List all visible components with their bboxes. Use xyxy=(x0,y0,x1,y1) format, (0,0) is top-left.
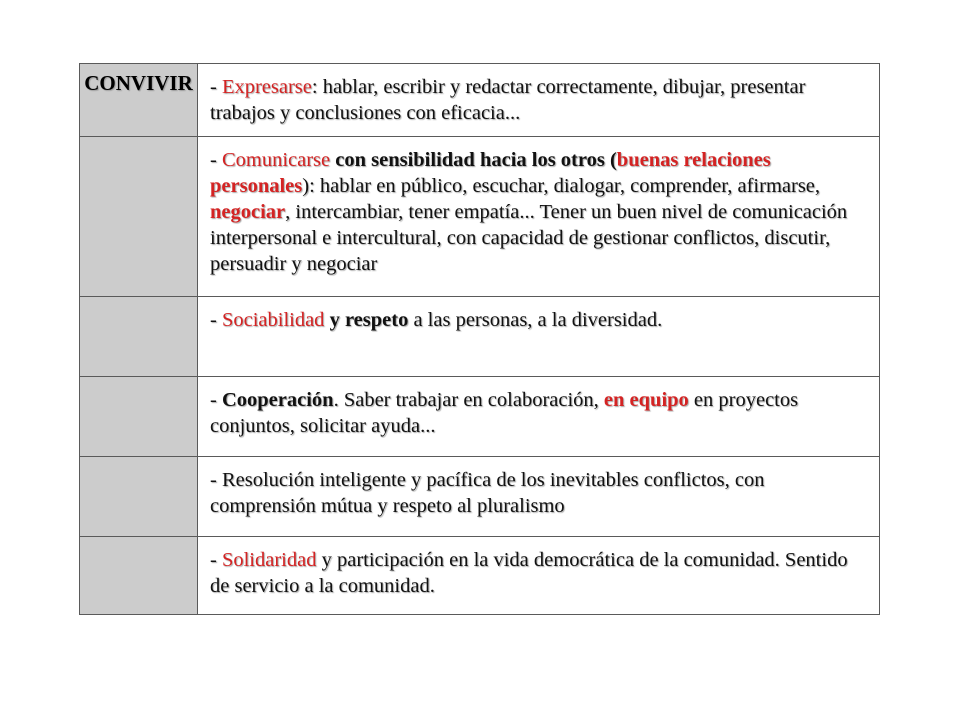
text-segment: - Resolución inteligente y pacífica de los inevitables conflictos, con comprensión mútua y respeto al pluralismo xyxy=(210,469,765,517)
table-row xyxy=(80,137,880,297)
text-segment: : hablar, escribir y redactar correctamente, dibujar, presentar trabajos y conclusiones con eficacia... xyxy=(210,76,806,124)
text-segment: Sociabilidad xyxy=(221,309,325,331)
label-cell xyxy=(80,377,198,457)
text-segment: - xyxy=(210,309,222,331)
text-segment: con sensibilidad hacia los otros ( xyxy=(330,149,617,171)
text-segment: en equipo xyxy=(603,389,689,411)
content-cell xyxy=(198,377,880,457)
text-segment: - xyxy=(210,389,222,411)
label-cell xyxy=(80,457,198,537)
row-text-cooperacion xyxy=(210,387,865,439)
text-segment: - xyxy=(210,549,222,571)
text-segment: y respeto xyxy=(324,309,409,331)
row-text-comunicarse xyxy=(210,147,865,277)
text-segment: - xyxy=(210,149,222,171)
table-row xyxy=(80,64,880,137)
label-cell xyxy=(80,64,198,137)
label-cell xyxy=(80,537,198,615)
content-cell xyxy=(198,64,880,137)
content-cell xyxy=(198,537,880,615)
label-cell xyxy=(80,137,198,297)
table-row xyxy=(80,457,880,537)
table-row xyxy=(80,537,880,615)
text-segment: ): hablar en público, escuchar, dialogar, comprender, afirmarse, xyxy=(302,175,821,197)
content-cell xyxy=(198,297,880,377)
text-segment: Expresarse xyxy=(221,76,312,98)
text-segment: Cooperación xyxy=(221,389,334,411)
table-label: CONVIVIR xyxy=(84,71,193,95)
text-segment: , intercambiar, tener empatía... Tener un buen nivel de comunicación interpersonal e intercultural, con capacidad de gestionar conflictos, discutir, persuadir y negociar xyxy=(210,201,848,275)
content-cell xyxy=(198,137,880,297)
text-segment: a las personas, a la diversidad. xyxy=(408,309,663,331)
text-segment: buenas relaciones personales xyxy=(210,149,771,197)
text-segment: Solidaridad xyxy=(221,549,317,571)
row-text-resolucion xyxy=(210,467,865,519)
row-text-sociabilidad xyxy=(210,307,865,333)
text-segment: - xyxy=(210,76,222,98)
row-text-expresarse xyxy=(210,74,865,126)
text-segment: en proyectos conjuntos, solicitar ayuda... xyxy=(210,389,799,437)
table-row xyxy=(80,297,880,377)
table-row xyxy=(80,377,880,457)
text-segment: . Saber trabajar en colaboración, xyxy=(333,389,604,411)
content-cell xyxy=(198,457,880,537)
row-text-solidaridad xyxy=(210,547,865,599)
text-segment: Comunicarse xyxy=(221,149,331,171)
text-segment: y participación en la vida democrática de la comunidad. Sentido de servicio a la comunidad. xyxy=(210,549,848,597)
competencies-table xyxy=(79,63,880,615)
label-cell xyxy=(80,297,198,377)
text-segment: negociar xyxy=(210,201,286,223)
